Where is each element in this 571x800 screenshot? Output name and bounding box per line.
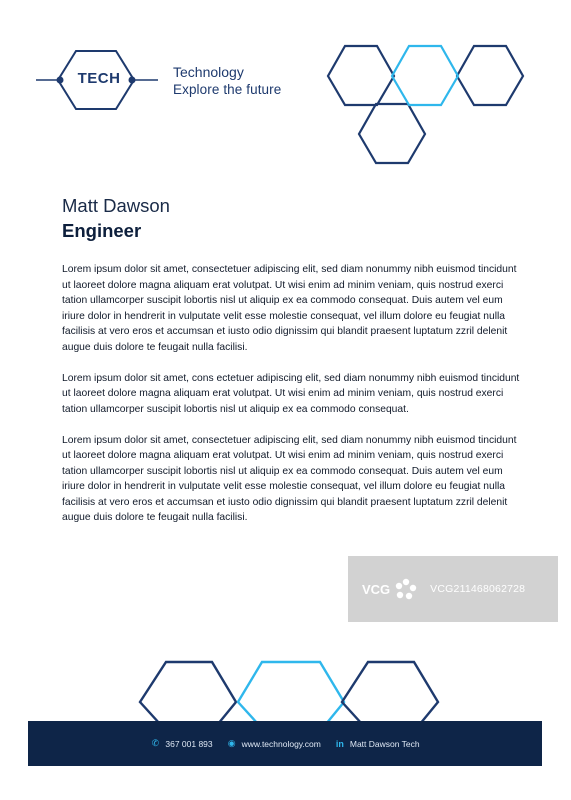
logo-text: TECH bbox=[77, 70, 121, 87]
watermark-flower-icon bbox=[394, 577, 418, 601]
watermark-id: VCG211468062728 bbox=[430, 583, 526, 595]
hexagon-pattern-bottom bbox=[130, 660, 450, 724]
tagline-title: Technology bbox=[173, 64, 244, 80]
footer-bar bbox=[28, 721, 542, 766]
watermark bbox=[348, 556, 558, 622]
person-role: Engineer bbox=[62, 220, 142, 241]
tagline bbox=[173, 64, 281, 98]
tech-logo bbox=[36, 50, 161, 110]
footer-website[interactable] bbox=[227, 738, 321, 749]
letter-body bbox=[62, 262, 524, 541]
globe-icon: ◉ bbox=[227, 738, 236, 748]
tagline-subtitle: Explore the future bbox=[173, 82, 282, 97]
watermark-logo bbox=[362, 577, 418, 601]
paragraph-2: Lorem ipsum dolor sit amet, cons ectetuer adipiscing elit, sed diam nonummy nibh euismod tincidunt ut laoreet dolore magna aliquam erat volutpat. Ut wisi enim ad minim veniam, quis nostrud exerci tation ullamcorper suscipit lobortis nisl ut aliquip ex ea commodo consequat. bbox=[62, 372, 520, 415]
paragraph-1: Lorem ipsum dolor sit amet, consectetuer adipiscing elit, sed diam nonummy nibh euismod tincidunt ut laoreet dolore magna aliquam erat volutpat. Ut wisi enim ad minim veniam, quis nostrud exerci tation ullamcorper suscipit lobortis nisl ut aliquip ex ea commodo consequat. Duis autem vel eum iriure dolor in hendrerit in vulputate velit esse molestie consequat, vel illum dolore eu feugiat nulla facilisis at vero eros et accumsan et iusto odio dignissim qui blandit praesent luptatum zzril delenit augue duis dolore te feugait nulla facilisi. bbox=[62, 264, 517, 353]
linkedin-text[interactable]: Matt Dawson Tech bbox=[349, 738, 420, 749]
footer-phone bbox=[150, 738, 212, 749]
person-name: Matt Dawson bbox=[62, 195, 170, 216]
watermark-brand: VCG bbox=[362, 581, 391, 597]
phone-icon: ✆ bbox=[151, 738, 160, 748]
paragraph-3: Lorem ipsum dolor sit amet, consectetuer adipiscing elit, sed diam nonummy nibh euismod tincidunt ut laoreet dolore magna aliquam erat volutpat. Ut wisi enim ad minim veniam, quis nostrud exerci tation ullamcorper suscipit lobortis nisl ut aliquip ex ea commodo consequat. Duis autem vel eum iriure dolor in hendrerit in vulputate velit esse molestie consequat, vel illum dolore eu feugiat nulla facilisis at vero eros et accumsan et iusto odio dignissim qui blandit praesent luptatum zzril delenit augue duis dolore te feugait nulla facilisi. bbox=[62, 434, 517, 523]
linkedin-icon: in bbox=[335, 738, 344, 749]
hexagon-pattern-top bbox=[322, 44, 528, 166]
footer-linkedin[interactable] bbox=[335, 739, 420, 749]
website-text[interactable]: www.technology.com bbox=[241, 738, 321, 749]
phone-text: 367 001 893 bbox=[165, 738, 213, 749]
